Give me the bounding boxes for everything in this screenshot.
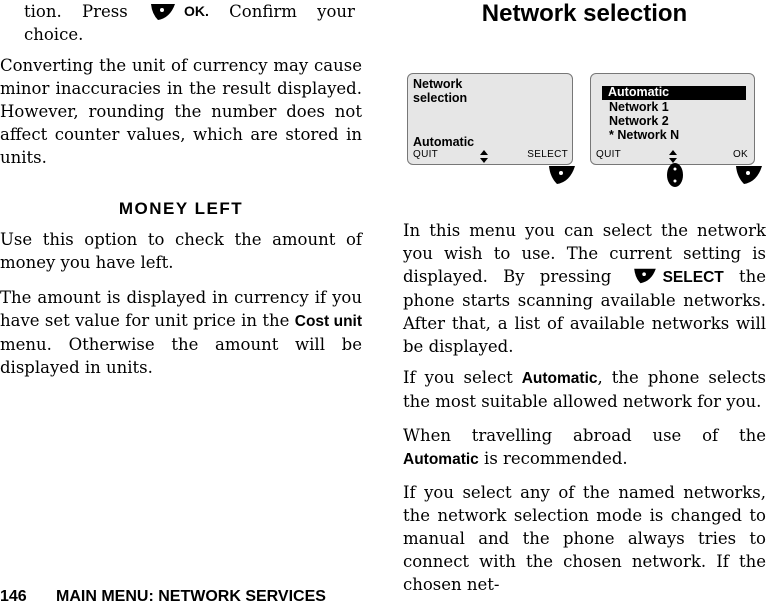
text: menu. Otherwise the amount will be displayed in units. — [0, 335, 362, 377]
right-softkey-icon — [148, 2, 178, 22]
fragment-word: tion. — [24, 2, 62, 21]
phone-screen-network-list — [590, 73, 755, 165]
paragraph-abroad — [403, 424, 766, 471]
softkey-quit-label: QUIT — [596, 149, 622, 160]
fragment-word: Confirm — [229, 2, 297, 21]
paragraph-money-left-intro: Use this option to check the amount of money you have left. — [0, 230, 362, 272]
softkey-select-label: SELECT — [527, 149, 568, 160]
text: the phone starts scanning available networks. After that, a list of available networks will be displayed. — [403, 267, 766, 356]
ui-term-automatic: Automatic — [403, 451, 479, 468]
page-number: 146 — [0, 588, 27, 605]
network-list-item: * Network N — [609, 128, 680, 142]
text: In this menu you can select the network you wish to use. The current setting is displayed. By pressing — [403, 221, 766, 286]
network-list-item: Automatic — [608, 85, 670, 99]
text: , the phone selects the most suitable allowed network for you. — [403, 368, 766, 411]
paragraph-automatic — [403, 366, 766, 413]
section-heading-money-left: MONEY LEFT — [118, 199, 244, 218]
ok-label: OK. — [183, 3, 209, 19]
text: is recommended. — [478, 449, 628, 468]
ui-term-automatic: Automatic — [521, 370, 598, 387]
right-softkey-icon — [631, 267, 659, 285]
fragment-word: your — [317, 2, 355, 21]
text: The amount is displayed in currency if you have set value for unit price in the — [0, 288, 362, 330]
network-list-item: Network 1 — [609, 100, 669, 114]
fragment-word: choice. — [24, 25, 84, 44]
screen-title-line2: selection — [413, 91, 468, 105]
paragraph-manual-network: If you select any of the named networks, the network selection mode is changed to manual and the phone always tries to connect with the chosen network. If the chosen net- — [403, 483, 766, 594]
ui-term-select: SELECT — [662, 269, 724, 286]
right-softkey-icon — [547, 164, 577, 186]
text: If you select — [403, 368, 522, 387]
scroll-arrows-icon — [480, 150, 488, 163]
screen-title-line1: Network — [413, 77, 463, 91]
paragraph-money-left-detail — [0, 286, 362, 379]
page-title: Network selection — [481, 0, 688, 27]
fragment-word: Press — [82, 2, 128, 21]
network-list-item: Network 2 — [609, 114, 669, 128]
section-name: MAIN MENU: NETWORK SERVICES — [56, 588, 326, 605]
paragraph-network-menu — [403, 219, 766, 358]
top-fragment — [24, 0, 355, 46]
scroll-key-icon — [666, 162, 684, 188]
paragraph-currency-note: Converting the unit of currency may cause minor inaccuracies in the result displayed. However, rounding the number does not affect counter values, which are stored in units. — [0, 56, 362, 167]
phone-screen-network-selection — [407, 73, 573, 165]
softkey-ok-label: OK — [732, 149, 748, 160]
screen-current-value: Automatic — [413, 135, 475, 149]
page-footer — [0, 588, 326, 606]
right-softkey-icon — [734, 164, 764, 186]
softkey-quit-label: QUIT — [413, 149, 439, 160]
text: When travelling abroad use of the — [403, 426, 766, 445]
ui-term-cost-unit: Cost unit — [294, 313, 363, 330]
